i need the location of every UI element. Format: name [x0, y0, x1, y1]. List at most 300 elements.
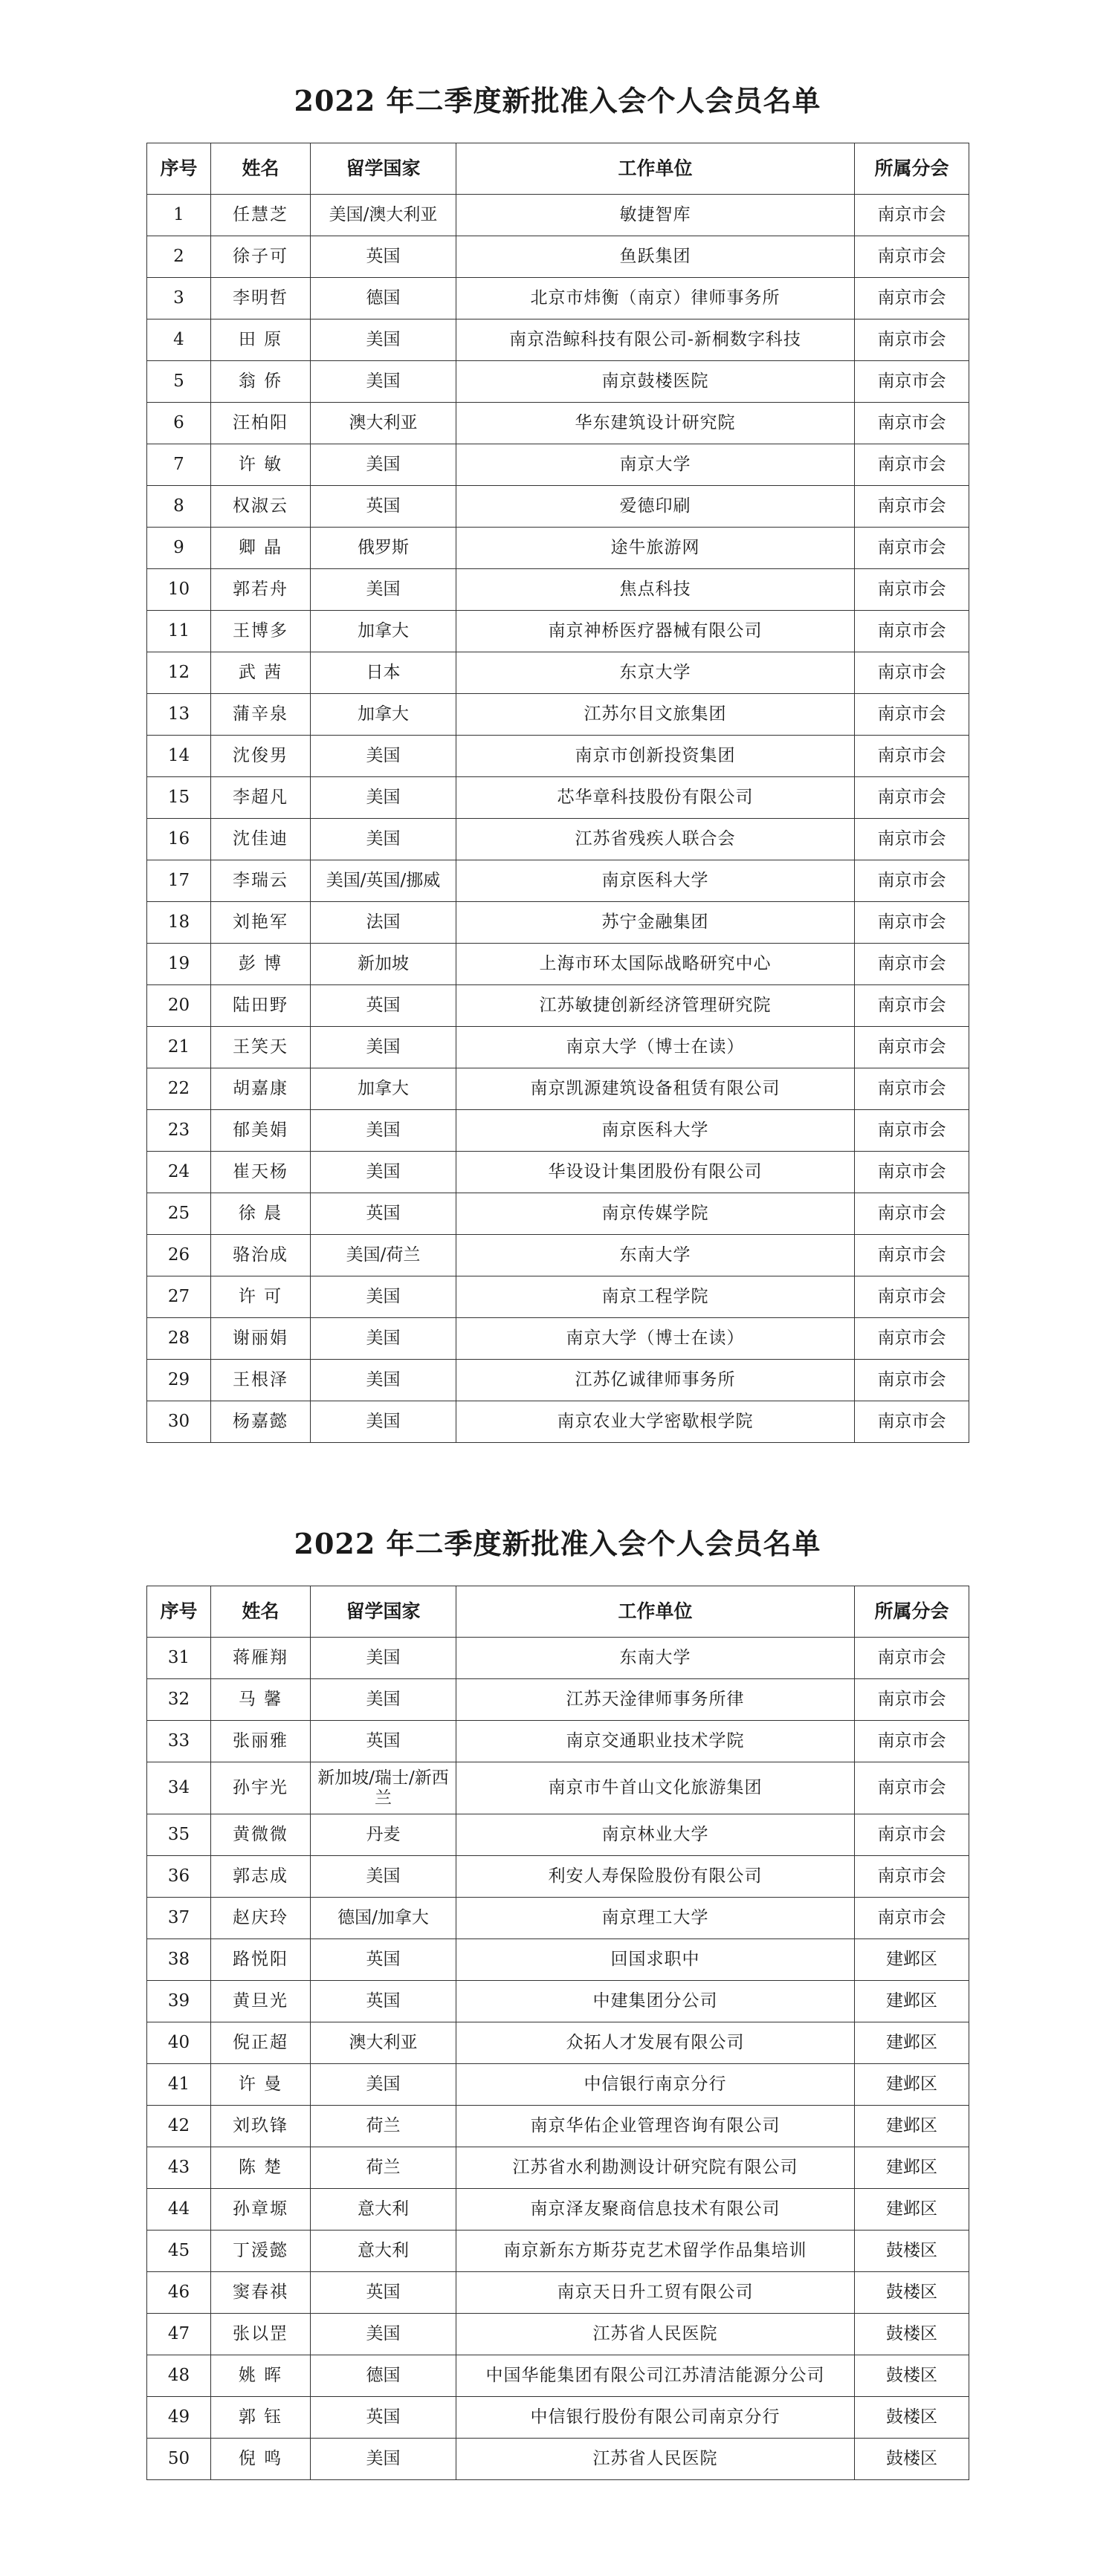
cell-branch: 建邺区 — [855, 2147, 969, 2189]
page-title: 2022 年二季度新批准入会个人会员名单 — [294, 1527, 821, 1560]
table-row — [147, 569, 969, 611]
cell-no: 3 — [147, 278, 211, 319]
cell-country: 美国 — [311, 361, 456, 403]
table-row — [147, 819, 969, 860]
cell-country: 澳大利亚 — [311, 403, 456, 444]
cell-name: 徐子可 — [211, 236, 311, 278]
table-row — [147, 1721, 969, 1762]
header-no: 序号 — [147, 143, 211, 195]
cell-country: 新加坡/瑞士/新西兰 — [311, 1762, 456, 1814]
cell-org: 南京大学（博士在读） — [456, 1318, 855, 1360]
cell-name: 张丽雅 — [211, 1721, 311, 1762]
cell-no: 10 — [147, 569, 211, 611]
cell-name: 陈 楚 — [211, 2147, 311, 2189]
cell-country: 美国 — [311, 319, 456, 361]
cell-name: 许 敏 — [211, 444, 311, 486]
table-row — [147, 1762, 969, 1814]
cell-name: 黄微微 — [211, 1814, 311, 1856]
cell-org: 东南大学 — [456, 1235, 855, 1276]
cell-name: 陆田野 — [211, 985, 311, 1027]
cell-org: 上海市环太国际战略研究中心 — [456, 944, 855, 985]
table-row — [147, 1898, 969, 1939]
cell-no: 11 — [147, 611, 211, 652]
cell-no: 29 — [147, 1360, 211, 1401]
header-row — [147, 143, 969, 195]
table-row — [147, 2064, 969, 2106]
cell-branch: 南京市会 — [855, 361, 969, 403]
cell-no: 43 — [147, 2147, 211, 2189]
cell-country: 英国 — [311, 2397, 456, 2439]
cell-org: 南京市牛首山文化旅游集团 — [456, 1762, 855, 1814]
cell-country: 澳大利亚 — [311, 2022, 456, 2064]
cell-name: 窦春祺 — [211, 2272, 311, 2314]
cell-no: 45 — [147, 2231, 211, 2272]
table-row — [147, 403, 969, 444]
cell-no: 1 — [147, 195, 211, 236]
cell-name: 倪 鸣 — [211, 2439, 311, 2480]
cell-country: 美国 — [311, 819, 456, 860]
cell-org: 南京鼓楼医院 — [456, 361, 855, 403]
cell-no: 44 — [147, 2189, 211, 2231]
cell-name: 刘艳军 — [211, 902, 311, 944]
cell-name: 武 茜 — [211, 652, 311, 694]
table-row — [147, 736, 969, 777]
cell-country: 美国 — [311, 1360, 456, 1401]
cell-no: 24 — [147, 1152, 211, 1193]
cell-org: 南京农业大学密歇根学院 — [456, 1401, 855, 1443]
table-row — [147, 361, 969, 403]
cell-branch: 鼓楼区 — [855, 2355, 969, 2397]
header-org: 工作单位 — [456, 1586, 855, 1638]
cell-branch: 南京市会 — [855, 985, 969, 1027]
cell-country: 德国 — [311, 278, 456, 319]
cell-branch: 南京市会 — [855, 1068, 969, 1110]
cell-org: 南京神桥医疗器械有限公司 — [456, 611, 855, 652]
cell-name: 李超凡 — [211, 777, 311, 819]
cell-country: 英国 — [311, 2272, 456, 2314]
table-row — [147, 444, 969, 486]
cell-country: 英国 — [311, 486, 456, 528]
cell-name: 孙章塬 — [211, 2189, 311, 2231]
cell-name: 刘玖锋 — [211, 2106, 311, 2147]
table-row — [147, 2355, 969, 2397]
table-row — [147, 2272, 969, 2314]
cell-no: 47 — [147, 2314, 211, 2355]
table-row — [147, 1068, 969, 1110]
cell-country: 美国 — [311, 2314, 456, 2355]
table-row — [147, 528, 969, 569]
cell-no: 49 — [147, 2397, 211, 2439]
table-row — [147, 777, 969, 819]
cell-name: 卿 晶 — [211, 528, 311, 569]
cell-org: 南京传媒学院 — [456, 1193, 855, 1235]
cell-name: 赵庆玲 — [211, 1898, 311, 1939]
cell-country: 美国 — [311, 1638, 456, 1679]
cell-org: 回国求职中 — [456, 1939, 855, 1981]
cell-country: 美国 — [311, 1276, 456, 1318]
cell-branch: 南京市会 — [855, 486, 969, 528]
cell-org: 鱼跃集团 — [456, 236, 855, 278]
cell-no: 46 — [147, 2272, 211, 2314]
table-row — [147, 1856, 969, 1898]
cell-country: 英国 — [311, 1981, 456, 2022]
cell-name: 骆治成 — [211, 1235, 311, 1276]
cell-country: 意大利 — [311, 2189, 456, 2231]
cell-name: 沈俊男 — [211, 736, 311, 777]
cell-country: 荷兰 — [311, 2147, 456, 2189]
cell-org: 江苏尔目文旅集团 — [456, 694, 855, 736]
table-row — [147, 694, 969, 736]
cell-org: 南京理工大学 — [456, 1898, 855, 1939]
cell-name: 张以罡 — [211, 2314, 311, 2355]
cell-country: 美国 — [311, 1401, 456, 1443]
table-row — [147, 1027, 969, 1068]
cell-no: 23 — [147, 1110, 211, 1152]
cell-no: 32 — [147, 1679, 211, 1721]
cell-country: 美国 — [311, 1679, 456, 1721]
cell-country: 俄罗斯 — [311, 528, 456, 569]
cell-branch: 南京市会 — [855, 1276, 969, 1318]
header-country: 留学国家 — [311, 143, 456, 195]
table-row — [147, 1360, 969, 1401]
cell-branch: 南京市会 — [855, 1762, 969, 1814]
cell-no: 41 — [147, 2064, 211, 2106]
cell-no: 14 — [147, 736, 211, 777]
cell-branch: 南京市会 — [855, 694, 969, 736]
cell-country: 英国 — [311, 1193, 456, 1235]
table-row — [147, 1318, 969, 1360]
table-row — [147, 2147, 969, 2189]
cell-org: 中国华能集团有限公司江苏清洁能源分公司 — [456, 2355, 855, 2397]
cell-org: 中信银行股份有限公司南京分行 — [456, 2397, 855, 2439]
cell-org: 东京大学 — [456, 652, 855, 694]
cell-org: 北京市炜衡（南京）律师事务所 — [456, 278, 855, 319]
cell-branch: 南京市会 — [855, 1638, 969, 1679]
cell-org: 南京华佑企业管理咨询有限公司 — [456, 2106, 855, 2147]
cell-name: 郭若舟 — [211, 569, 311, 611]
cell-name: 徐 晨 — [211, 1193, 311, 1235]
cell-name: 王笑天 — [211, 1027, 311, 1068]
cell-no: 38 — [147, 1939, 211, 1981]
cell-branch: 鼓楼区 — [855, 2231, 969, 2272]
cell-no: 25 — [147, 1193, 211, 1235]
cell-no: 30 — [147, 1401, 211, 1443]
cell-org: 南京天日升工贸有限公司 — [456, 2272, 855, 2314]
table-row — [147, 1152, 969, 1193]
cell-name: 路悦阳 — [211, 1939, 311, 1981]
cell-org: 东南大学 — [456, 1638, 855, 1679]
cell-branch: 鼓楼区 — [855, 2439, 969, 2480]
cell-branch: 南京市会 — [855, 444, 969, 486]
cell-no: 35 — [147, 1814, 211, 1856]
cell-name: 胡嘉康 — [211, 1068, 311, 1110]
cell-no: 22 — [147, 1068, 211, 1110]
cell-name: 王博多 — [211, 611, 311, 652]
cell-name: 郭志成 — [211, 1856, 311, 1898]
page-title: 2022 年二季度新批准入会个人会员名单 — [294, 84, 821, 117]
cell-org: 南京林业大学 — [456, 1814, 855, 1856]
cell-branch: 建邺区 — [855, 2189, 969, 2231]
table-row — [147, 902, 969, 944]
cell-org: 南京工程学院 — [456, 1276, 855, 1318]
cell-branch: 建邺区 — [855, 2064, 969, 2106]
cell-org: 南京大学 — [456, 444, 855, 486]
cell-name: 权淑云 — [211, 486, 311, 528]
cell-country: 加拿大 — [311, 1068, 456, 1110]
cell-no: 18 — [147, 902, 211, 944]
table-row — [147, 486, 969, 528]
cell-branch: 南京市会 — [855, 278, 969, 319]
cell-country: 美国 — [311, 1856, 456, 1898]
table-row — [147, 1981, 969, 2022]
cell-no: 15 — [147, 777, 211, 819]
cell-no: 27 — [147, 1276, 211, 1318]
cell-name: 姚 晖 — [211, 2355, 311, 2397]
table-row — [147, 1276, 969, 1318]
cell-country: 加拿大 — [311, 611, 456, 652]
cell-country: 美国 — [311, 1110, 456, 1152]
table-row — [147, 1679, 969, 1721]
cell-no: 37 — [147, 1898, 211, 1939]
cell-org: 爱德印刷 — [456, 486, 855, 528]
header-org: 工作单位 — [456, 143, 855, 195]
cell-no: 50 — [147, 2439, 211, 2480]
cell-no: 36 — [147, 1856, 211, 1898]
table-row — [147, 944, 969, 985]
cell-branch: 鼓楼区 — [855, 2272, 969, 2314]
cell-branch: 南京市会 — [855, 1318, 969, 1360]
cell-name: 翁 侨 — [211, 361, 311, 403]
cell-name: 谢丽娟 — [211, 1318, 311, 1360]
cell-country: 法国 — [311, 902, 456, 944]
cell-no: 40 — [147, 2022, 211, 2064]
cell-branch: 南京市会 — [855, 1360, 969, 1401]
cell-branch: 南京市会 — [855, 1235, 969, 1276]
cell-name: 蒋雁翔 — [211, 1638, 311, 1679]
cell-branch: 鼓楼区 — [855, 2314, 969, 2355]
table-row — [147, 2106, 969, 2147]
cell-branch: 南京市会 — [855, 819, 969, 860]
cell-branch: 南京市会 — [855, 1814, 969, 1856]
cell-org: 华东建筑设计研究院 — [456, 403, 855, 444]
cell-no: 2 — [147, 236, 211, 278]
cell-name: 沈佳迪 — [211, 819, 311, 860]
table-row — [147, 1193, 969, 1235]
cell-country: 德国/加拿大 — [311, 1898, 456, 1939]
cell-branch: 南京市会 — [855, 1856, 969, 1898]
cell-name: 黄旦光 — [211, 1981, 311, 2022]
header-name: 姓名 — [211, 143, 311, 195]
cell-branch: 南京市会 — [855, 1152, 969, 1193]
table-row — [147, 1235, 969, 1276]
cell-org: 江苏敏捷创新经济管理研究院 — [456, 985, 855, 1027]
cell-name: 李明哲 — [211, 278, 311, 319]
cell-branch: 南京市会 — [855, 1027, 969, 1068]
cell-name: 许 可 — [211, 1276, 311, 1318]
cell-no: 33 — [147, 1721, 211, 1762]
table-row — [147, 860, 969, 902]
cell-branch: 南京市会 — [855, 860, 969, 902]
cell-country: 美国 — [311, 736, 456, 777]
cell-org: 南京医科大学 — [456, 1110, 855, 1152]
cell-no: 20 — [147, 985, 211, 1027]
cell-org: 敏捷智库 — [456, 195, 855, 236]
header-no: 序号 — [147, 1586, 211, 1638]
cell-country: 日本 — [311, 652, 456, 694]
cell-org: 中建集团分公司 — [456, 1981, 855, 2022]
cell-name: 崔天杨 — [211, 1152, 311, 1193]
cell-country: 美国/荷兰 — [311, 1235, 456, 1276]
header-branch: 所属分会 — [855, 143, 969, 195]
header-name: 姓名 — [211, 1586, 311, 1638]
cell-no: 9 — [147, 528, 211, 569]
cell-no: 19 — [147, 944, 211, 985]
header-country: 留学国家 — [311, 1586, 456, 1638]
cell-name: 丁湲懿 — [211, 2231, 311, 2272]
cell-org: 芯华章科技股份有限公司 — [456, 777, 855, 819]
cell-country: 美国 — [311, 2439, 456, 2480]
cell-country: 美国 — [311, 1152, 456, 1193]
cell-branch: 南京市会 — [855, 1110, 969, 1152]
cell-org: 江苏亿诚律师事务所 — [456, 1360, 855, 1401]
cell-org: 焦点科技 — [456, 569, 855, 611]
cell-country: 德国 — [311, 2355, 456, 2397]
cell-org: 江苏天淦律师事务所律 — [456, 1679, 855, 1721]
cell-name: 郁美娟 — [211, 1110, 311, 1152]
cell-org: 途牛旅游网 — [456, 528, 855, 569]
cell-branch: 建邺区 — [855, 2106, 969, 2147]
table-row — [147, 2314, 969, 2355]
cell-branch: 鼓楼区 — [855, 2397, 969, 2439]
table-row — [147, 1814, 969, 1856]
cell-country: 新加坡 — [311, 944, 456, 985]
cell-no: 16 — [147, 819, 211, 860]
cell-no: 7 — [147, 444, 211, 486]
member-table — [146, 1586, 969, 2480]
cell-country: 美国 — [311, 2064, 456, 2106]
table-row — [147, 2439, 969, 2480]
cell-no: 34 — [147, 1762, 211, 1814]
cell-branch: 南京市会 — [855, 944, 969, 985]
cell-branch: 南京市会 — [855, 1679, 969, 1721]
cell-branch: 南京市会 — [855, 403, 969, 444]
table-row — [147, 652, 969, 694]
cell-org: 南京医科大学 — [456, 860, 855, 902]
cell-no: 12 — [147, 652, 211, 694]
cell-branch: 南京市会 — [855, 611, 969, 652]
cell-no: 31 — [147, 1638, 211, 1679]
cell-name: 孙宇光 — [211, 1762, 311, 1814]
table-row — [147, 2231, 969, 2272]
cell-name: 王根泽 — [211, 1360, 311, 1401]
cell-name: 倪正超 — [211, 2022, 311, 2064]
cell-branch: 南京市会 — [855, 195, 969, 236]
cell-country: 加拿大 — [311, 694, 456, 736]
cell-no: 13 — [147, 694, 211, 736]
cell-branch: 南京市会 — [855, 1898, 969, 1939]
cell-name: 汪柏阳 — [211, 403, 311, 444]
table-row — [147, 319, 969, 361]
cell-no: 6 — [147, 403, 211, 444]
cell-country: 英国 — [311, 1721, 456, 1762]
cell-org: 华设设计集团股份有限公司 — [456, 1152, 855, 1193]
cell-name: 郭 钰 — [211, 2397, 311, 2439]
cell-org: 江苏省人民医院 — [456, 2439, 855, 2480]
cell-no: 39 — [147, 1981, 211, 2022]
cell-org: 众拓人才发展有限公司 — [456, 2022, 855, 2064]
cell-no: 48 — [147, 2355, 211, 2397]
table-row — [147, 2189, 969, 2231]
cell-country: 荷兰 — [311, 2106, 456, 2147]
cell-country: 美国 — [311, 1318, 456, 1360]
cell-org: 苏宁金融集团 — [456, 902, 855, 944]
cell-country: 美国 — [311, 777, 456, 819]
cell-country: 美国/澳大利亚 — [311, 195, 456, 236]
cell-no: 42 — [147, 2106, 211, 2147]
table-row — [147, 2022, 969, 2064]
member-table — [146, 143, 969, 1443]
cell-name: 杨嘉懿 — [211, 1401, 311, 1443]
table-row — [147, 2397, 969, 2439]
header-row — [147, 1586, 969, 1638]
cell-branch: 南京市会 — [855, 1193, 969, 1235]
cell-country: 英国 — [311, 236, 456, 278]
cell-no: 26 — [147, 1235, 211, 1276]
table-row — [147, 195, 969, 236]
cell-no: 28 — [147, 1318, 211, 1360]
cell-no: 5 — [147, 361, 211, 403]
cell-name: 任慧芝 — [211, 195, 311, 236]
cell-country: 美国 — [311, 444, 456, 486]
table-row — [147, 611, 969, 652]
cell-org: 南京市创新投资集团 — [456, 736, 855, 777]
cell-name: 李瑞云 — [211, 860, 311, 902]
cell-name: 蒲辛泉 — [211, 694, 311, 736]
cell-branch: 南京市会 — [855, 319, 969, 361]
cell-country: 美国/英国/挪威 — [311, 860, 456, 902]
cell-country: 英国 — [311, 985, 456, 1027]
cell-org: 南京浩鲸科技有限公司-新桐数字科技 — [456, 319, 855, 361]
cell-branch: 南京市会 — [855, 528, 969, 569]
cell-name: 马 馨 — [211, 1679, 311, 1721]
cell-name: 许 曼 — [211, 2064, 311, 2106]
cell-country: 丹麦 — [311, 1814, 456, 1856]
cell-name: 田 原 — [211, 319, 311, 361]
cell-org: 中信银行南京分行 — [456, 2064, 855, 2106]
cell-branch: 南京市会 — [855, 652, 969, 694]
cell-country: 美国 — [311, 569, 456, 611]
cell-branch: 建邺区 — [855, 2022, 969, 2064]
cell-branch: 建邺区 — [855, 1939, 969, 1981]
cell-branch: 南京市会 — [855, 569, 969, 611]
table-row — [147, 985, 969, 1027]
table-row — [147, 1638, 969, 1679]
cell-no: 4 — [147, 319, 211, 361]
cell-no: 17 — [147, 860, 211, 902]
cell-branch: 南京市会 — [855, 736, 969, 777]
table-row — [147, 278, 969, 319]
cell-org: 南京交通职业技术学院 — [456, 1721, 855, 1762]
table-row — [147, 236, 969, 278]
cell-branch: 南京市会 — [855, 1721, 969, 1762]
cell-name: 彭 博 — [211, 944, 311, 985]
cell-org: 南京大学（博士在读） — [456, 1027, 855, 1068]
cell-org: 江苏省水利勘测设计研究院有限公司 — [456, 2147, 855, 2189]
cell-branch: 南京市会 — [855, 777, 969, 819]
cell-org: 南京泽友聚商信息技术有限公司 — [456, 2189, 855, 2231]
cell-org: 利安人寿保险股份有限公司 — [456, 1856, 855, 1898]
table-row — [147, 1110, 969, 1152]
